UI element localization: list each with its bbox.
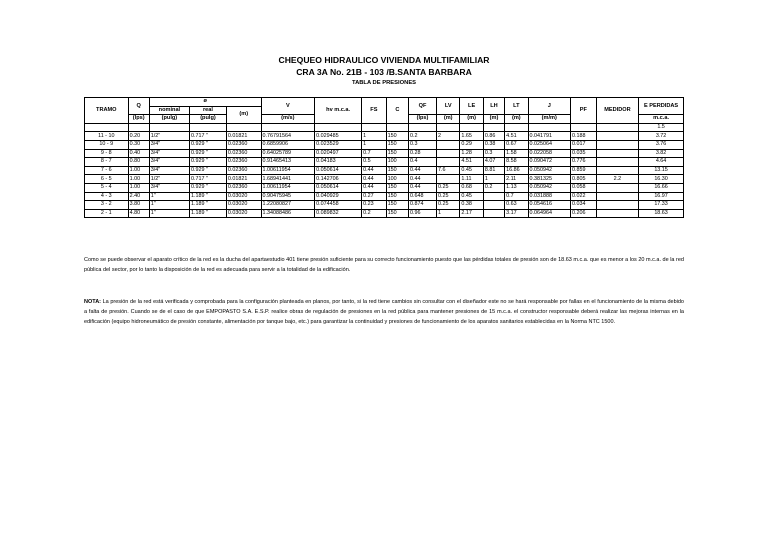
cell-hv: 0.074458 bbox=[315, 201, 362, 210]
cell-medidor: 2.2 bbox=[596, 175, 638, 184]
cell-hv: 0.142706 bbox=[315, 175, 362, 184]
cell-q: 0.20 bbox=[128, 132, 149, 141]
cell-qf: 0.2 bbox=[409, 132, 437, 141]
cell-le: 0.29 bbox=[460, 140, 483, 149]
cell-lv: 0.25 bbox=[436, 192, 459, 201]
table-body bbox=[85, 132, 684, 218]
cell-lt: 0.67 bbox=[505, 140, 528, 149]
document-title: CHEQUEO HIDRAULICO VIVIENDA MULTIFAMILIAR bbox=[278, 55, 490, 65]
cell-v: 1.34088486 bbox=[261, 209, 315, 218]
cell-tramo: 6 - 5 bbox=[85, 175, 129, 184]
header-hv: hv m.c.a. bbox=[315, 98, 362, 124]
cell-c: 150 bbox=[386, 140, 408, 149]
cell-ep: 16.30 bbox=[639, 175, 684, 184]
cell-real: 0.929 " bbox=[190, 158, 227, 167]
header-v-unit: (m/s) bbox=[261, 115, 315, 124]
document-address: CRA 3A No. 21B - 103 /B.SANTA BARBARA bbox=[296, 67, 472, 77]
cell-v: 1.00611954 bbox=[261, 166, 315, 175]
cell-tramo: 8 - 7 bbox=[85, 158, 129, 167]
cell-le: 2.17 bbox=[460, 209, 483, 218]
cell-fs: 0.7 bbox=[362, 149, 387, 158]
cell-hv: 0.050614 bbox=[315, 183, 362, 192]
cell-nominal: 1" bbox=[149, 209, 189, 218]
cell-m: 0.01821 bbox=[226, 132, 261, 141]
cell-pf: 0.035 bbox=[570, 149, 596, 158]
cell-c: 150 bbox=[386, 183, 408, 192]
cell-c: 150 bbox=[386, 149, 408, 158]
cell-ep: 17.33 bbox=[639, 201, 684, 210]
cell-m: 0.02360 bbox=[226, 183, 261, 192]
cell-lt: 8.58 bbox=[505, 158, 528, 167]
header-le-unit: (m) bbox=[460, 115, 483, 124]
cell-j: 0.064964 bbox=[528, 209, 570, 218]
cell-q: 1.00 bbox=[128, 175, 149, 184]
cell-hv: 0.029485 bbox=[315, 132, 362, 141]
cell-qf: 0.4 bbox=[409, 158, 437, 167]
cell-v: 0.90475945 bbox=[261, 192, 315, 201]
cell-lt: 0.63 bbox=[505, 201, 528, 210]
cell-m: 0.03020 bbox=[226, 201, 261, 210]
cell-lh: 1 bbox=[483, 175, 504, 184]
initial-row bbox=[85, 123, 684, 132]
cell-nominal: 3/4" bbox=[149, 140, 189, 149]
cell-nominal: 1" bbox=[149, 201, 189, 210]
cell-tramo: 2 - 1 bbox=[85, 209, 129, 218]
header-nominal-unit: (pulg) bbox=[149, 115, 189, 124]
cell-lv bbox=[436, 149, 459, 158]
cell-q: 0.80 bbox=[128, 158, 149, 167]
cell-lv bbox=[436, 140, 459, 149]
cell-v: 1.68941441 bbox=[261, 175, 315, 184]
cell-j: 0.090472 bbox=[528, 158, 570, 167]
cell-lt: 3.17 bbox=[505, 209, 528, 218]
header-tramo: TRAMO bbox=[85, 98, 129, 124]
cell-qf: 0.44 bbox=[409, 183, 437, 192]
header-q: Q bbox=[128, 98, 149, 115]
cell-le: 4.51 bbox=[460, 158, 483, 167]
header-qf: QF bbox=[409, 98, 437, 115]
table-row bbox=[85, 140, 684, 149]
cell-hv: 0.089832 bbox=[315, 209, 362, 218]
header-lt-unit: (m) bbox=[505, 115, 528, 124]
cell-lt: 2.11 bbox=[505, 175, 528, 184]
header-nominal: nominal bbox=[149, 106, 189, 115]
cell-hv: 0.023529 bbox=[315, 140, 362, 149]
cell-hv: 0.04183 bbox=[315, 158, 362, 167]
cell-hv: 0.050614 bbox=[315, 166, 362, 175]
cell-j: 0.050942 bbox=[528, 166, 570, 175]
cell-v: 0.91465413 bbox=[261, 158, 315, 167]
cell-real: 1.189 " bbox=[190, 201, 227, 210]
cell-tramo: 5 - 4 bbox=[85, 183, 129, 192]
header-fs: FS bbox=[362, 98, 387, 124]
table-row bbox=[85, 158, 684, 167]
cell-v: 0.6859906 bbox=[261, 140, 315, 149]
cell-tramo: 3 - 2 bbox=[85, 201, 129, 210]
cell-m: 0.02360 bbox=[226, 166, 261, 175]
cell-v: 1.22080827 bbox=[261, 201, 315, 210]
cell-pf: 0.188 bbox=[570, 132, 596, 141]
cell-ep: 16.97 bbox=[639, 192, 684, 201]
cell-medidor bbox=[596, 209, 638, 218]
table-row bbox=[85, 192, 684, 201]
cell-lt: 0.7 bbox=[505, 192, 528, 201]
cell-le: 1.28 bbox=[460, 149, 483, 158]
cell-pf: 0.034 bbox=[570, 201, 596, 210]
cell-hv: 0.020497 bbox=[315, 149, 362, 158]
header-lt: LT bbox=[505, 98, 528, 115]
cell-le: 0.38 bbox=[460, 201, 483, 210]
cell-lh: 0.86 bbox=[483, 132, 504, 141]
table-row bbox=[85, 209, 684, 218]
cell-lh: 0.2 bbox=[483, 183, 504, 192]
cell-lv bbox=[436, 175, 459, 184]
cell-ep: 13.15 bbox=[639, 166, 684, 175]
cell-tramo: 9 - 8 bbox=[85, 149, 129, 158]
cell-c: 100 bbox=[386, 158, 408, 167]
cell-hv: 0.040929 bbox=[315, 192, 362, 201]
cell-q: 2.40 bbox=[128, 192, 149, 201]
cell-real: 1.189 " bbox=[190, 192, 227, 201]
nota-label: NOTA: bbox=[84, 299, 102, 305]
cell-c: 150 bbox=[386, 209, 408, 218]
cell-q: 0.40 bbox=[128, 149, 149, 158]
header-c: C bbox=[386, 98, 408, 124]
cell-medidor bbox=[596, 132, 638, 141]
cell-q: 0.30 bbox=[128, 140, 149, 149]
cell-pf: 0.206 bbox=[570, 209, 596, 218]
table-row bbox=[85, 132, 684, 141]
cell-pf: 0.022 bbox=[570, 192, 596, 201]
cell-le: 1.65 bbox=[460, 132, 483, 141]
cell-nominal: 3/4" bbox=[149, 166, 189, 175]
cell-medidor bbox=[596, 140, 638, 149]
table-row bbox=[85, 175, 684, 184]
cell-ep: 4.64 bbox=[639, 158, 684, 167]
cell-pf: 0.017 bbox=[570, 140, 596, 149]
cell-q: 3.80 bbox=[128, 201, 149, 210]
cell-m: 0.02360 bbox=[226, 149, 261, 158]
cell-j: 0.022058 bbox=[528, 149, 570, 158]
cell-real: 0.929 " bbox=[190, 183, 227, 192]
header-m-unit: (m) bbox=[226, 106, 261, 123]
cell-lt: 1.13 bbox=[505, 183, 528, 192]
initial-perdida-cell: 1.5 bbox=[639, 123, 684, 132]
cell-j: 0.050942 bbox=[528, 183, 570, 192]
cell-fs: 0.5 bbox=[362, 158, 387, 167]
cell-medidor bbox=[596, 192, 638, 201]
header-medidor: MEDIDOR bbox=[596, 98, 638, 124]
cell-c: 100 bbox=[386, 175, 408, 184]
cell-qf: 0.96 bbox=[409, 209, 437, 218]
header-q-unit: (lps) bbox=[128, 115, 149, 124]
header-j-unit: (m/m) bbox=[528, 115, 570, 124]
cell-m: 0.02360 bbox=[226, 140, 261, 149]
cell-j: 0.381325 bbox=[528, 175, 570, 184]
cell-v: 0.76791564 bbox=[261, 132, 315, 141]
cell-qf: 0.874 bbox=[409, 201, 437, 210]
cell-lv: 2 bbox=[436, 132, 459, 141]
cell-qf: 0.28 bbox=[409, 149, 437, 158]
nota-text: La presión de la red está verificada y comprobada para la configuración planteada en planos, por tanto, si la red tiene cambios sin consultar con el diseñador este no se hará responsable por fallas en el funcionamiento de la misma debido a falta de presión. Cuando se de el caso de que EMPOPASTO S.A. E.S.P. realice obras de regulación de presiones en la red pública para mantener presiones de 15 m.c.a. el constructor responsable deberá realizar las mejoras internas en la edificación (equipo hidroneumático de presión constante, alimentación por tanque bajo, etc.) para garantizar la continuidad y presiones de funcionamiento de los aparatos sanitarios establecidas en la Norma NTC 1500. bbox=[84, 299, 684, 325]
cell-lt: 16.86 bbox=[505, 166, 528, 175]
cell-fs: 0.44 bbox=[362, 183, 387, 192]
cell-q: 1.00 bbox=[128, 183, 149, 192]
cell-q: 1.00 bbox=[128, 166, 149, 175]
cell-tramo: 10 - 9 bbox=[85, 140, 129, 149]
cell-real: 0.929 " bbox=[190, 166, 227, 175]
pressure-table bbox=[84, 97, 684, 218]
cell-lt: 4.51 bbox=[505, 132, 528, 141]
header-lh: LH bbox=[483, 98, 504, 115]
cell-medidor bbox=[596, 201, 638, 210]
cell-le: 1.11 bbox=[460, 175, 483, 184]
cell-nominal: 1/2" bbox=[149, 175, 189, 184]
cell-real: 0.717 " bbox=[190, 175, 227, 184]
cell-ep: 18.63 bbox=[639, 209, 684, 218]
cell-le: 0.68 bbox=[460, 183, 483, 192]
cell-nominal: 3/4" bbox=[149, 158, 189, 167]
cell-pf: 0.058 bbox=[570, 183, 596, 192]
cell-fs: 1 bbox=[362, 140, 387, 149]
cell-nominal: 1/2" bbox=[149, 132, 189, 141]
cell-lv: 1 bbox=[436, 209, 459, 218]
cell-qf: 0.44 bbox=[409, 166, 437, 175]
cell-nominal: 1" bbox=[149, 192, 189, 201]
cell-c: 150 bbox=[386, 132, 408, 141]
cell-pf: 0.859 bbox=[570, 166, 596, 175]
cell-m: 0.02360 bbox=[226, 158, 261, 167]
cell-fs: 0.23 bbox=[362, 201, 387, 210]
header-diameter: ø bbox=[149, 98, 261, 107]
cell-c: 150 bbox=[386, 192, 408, 201]
cell-fs: 1 bbox=[362, 132, 387, 141]
conclusion-paragraph: Como se puede observar el aparato crítico de la red es la ducha del apartaestudio 401 tiene presión suficiente para su correcto funcionamiento puesto que las pérdidas totales de presión son de 18.63 m.c.a. que es menor a los 20 m.c.a. de la red pública del sector, por lo tanto la disposición de la red es adecuada para servir a la totalidad de la edificación. bbox=[84, 257, 684, 273]
cell-qf: 0.648 bbox=[409, 192, 437, 201]
cell-medidor bbox=[596, 166, 638, 175]
cell-m: 0.01821 bbox=[226, 175, 261, 184]
cell-fs: 0.2 bbox=[362, 209, 387, 218]
cell-lh: 8.81 bbox=[483, 166, 504, 175]
cell-le: 0.45 bbox=[460, 192, 483, 201]
header-eperdidas: E PERDIDAS bbox=[639, 98, 684, 115]
header-lh-unit: (m) bbox=[483, 115, 504, 124]
cell-medidor bbox=[596, 183, 638, 192]
cell-ep: 3.82 bbox=[639, 149, 684, 158]
header-qf-unit: (lps) bbox=[409, 115, 437, 124]
cell-medidor bbox=[596, 158, 638, 167]
cell-fs: 0.44 bbox=[362, 166, 387, 175]
cell-fs: 0.44 bbox=[362, 175, 387, 184]
cell-lv: 0.25 bbox=[436, 183, 459, 192]
table-row bbox=[85, 166, 684, 175]
header-pf: PF bbox=[570, 98, 596, 124]
cell-tramo: 11 - 10 bbox=[85, 132, 129, 141]
cell-q: 4.80 bbox=[128, 209, 149, 218]
cell-lh bbox=[483, 192, 504, 201]
cell-c: 150 bbox=[386, 166, 408, 175]
cell-nominal: 3/4" bbox=[149, 149, 189, 158]
cell-pf: 0.776 bbox=[570, 158, 596, 167]
header-eperdidas-unit: m.c.a. bbox=[639, 115, 684, 124]
cell-lh bbox=[483, 201, 504, 210]
cell-real: 0.929 " bbox=[190, 149, 227, 158]
cell-ep: 3.72 bbox=[639, 132, 684, 141]
cell-j: 0.041791 bbox=[528, 132, 570, 141]
table-row bbox=[85, 183, 684, 192]
header-j: J bbox=[528, 98, 570, 115]
cell-real: 0.929 " bbox=[190, 140, 227, 149]
header-v: V bbox=[261, 98, 315, 115]
cell-lv bbox=[436, 158, 459, 167]
cell-tramo: 7 - 6 bbox=[85, 166, 129, 175]
cell-qf: 0.3 bbox=[409, 140, 437, 149]
cell-tramo: 4 - 3 bbox=[85, 192, 129, 201]
cell-j: 0.031888 bbox=[528, 192, 570, 201]
header-real: real bbox=[190, 106, 227, 115]
cell-fs: 0.27 bbox=[362, 192, 387, 201]
cell-qf: 0.44 bbox=[409, 175, 437, 184]
header-lv-unit: (m) bbox=[436, 115, 459, 124]
header-real-unit: (pulg) bbox=[190, 115, 227, 124]
cell-ep: 3.76 bbox=[639, 140, 684, 149]
cell-real: 1.189 " bbox=[190, 209, 227, 218]
cell-pf: 0.805 bbox=[570, 175, 596, 184]
cell-v: 1.00611954 bbox=[261, 183, 315, 192]
cell-nominal: 3/4" bbox=[149, 183, 189, 192]
cell-v: 0.64025789 bbox=[261, 149, 315, 158]
header-le: LE bbox=[460, 98, 483, 115]
table-row bbox=[85, 201, 684, 210]
cell-lh: 0.38 bbox=[483, 140, 504, 149]
nota-paragraph bbox=[84, 297, 684, 327]
cell-lt: 1.58 bbox=[505, 149, 528, 158]
header-lv: LV bbox=[436, 98, 459, 115]
cell-le: 0.45 bbox=[460, 166, 483, 175]
cell-m: 0.03020 bbox=[226, 192, 261, 201]
cell-c: 150 bbox=[386, 201, 408, 210]
cell-lh: 4.07 bbox=[483, 158, 504, 167]
cell-j: 0.025064 bbox=[528, 140, 570, 149]
cell-m: 0.03020 bbox=[226, 209, 261, 218]
cell-ep: 16.66 bbox=[639, 183, 684, 192]
cell-medidor bbox=[596, 149, 638, 158]
cell-lv: 7.6 bbox=[436, 166, 459, 175]
cell-lh bbox=[483, 209, 504, 218]
cell-j: 0.054616 bbox=[528, 201, 570, 210]
cell-real: 0.717 " bbox=[190, 132, 227, 141]
cell-lh: 0.3 bbox=[483, 149, 504, 158]
table-row bbox=[85, 149, 684, 158]
table-title: TABLA DE PRESIONES bbox=[351, 80, 417, 86]
cell-lv: 0.25 bbox=[436, 201, 459, 210]
